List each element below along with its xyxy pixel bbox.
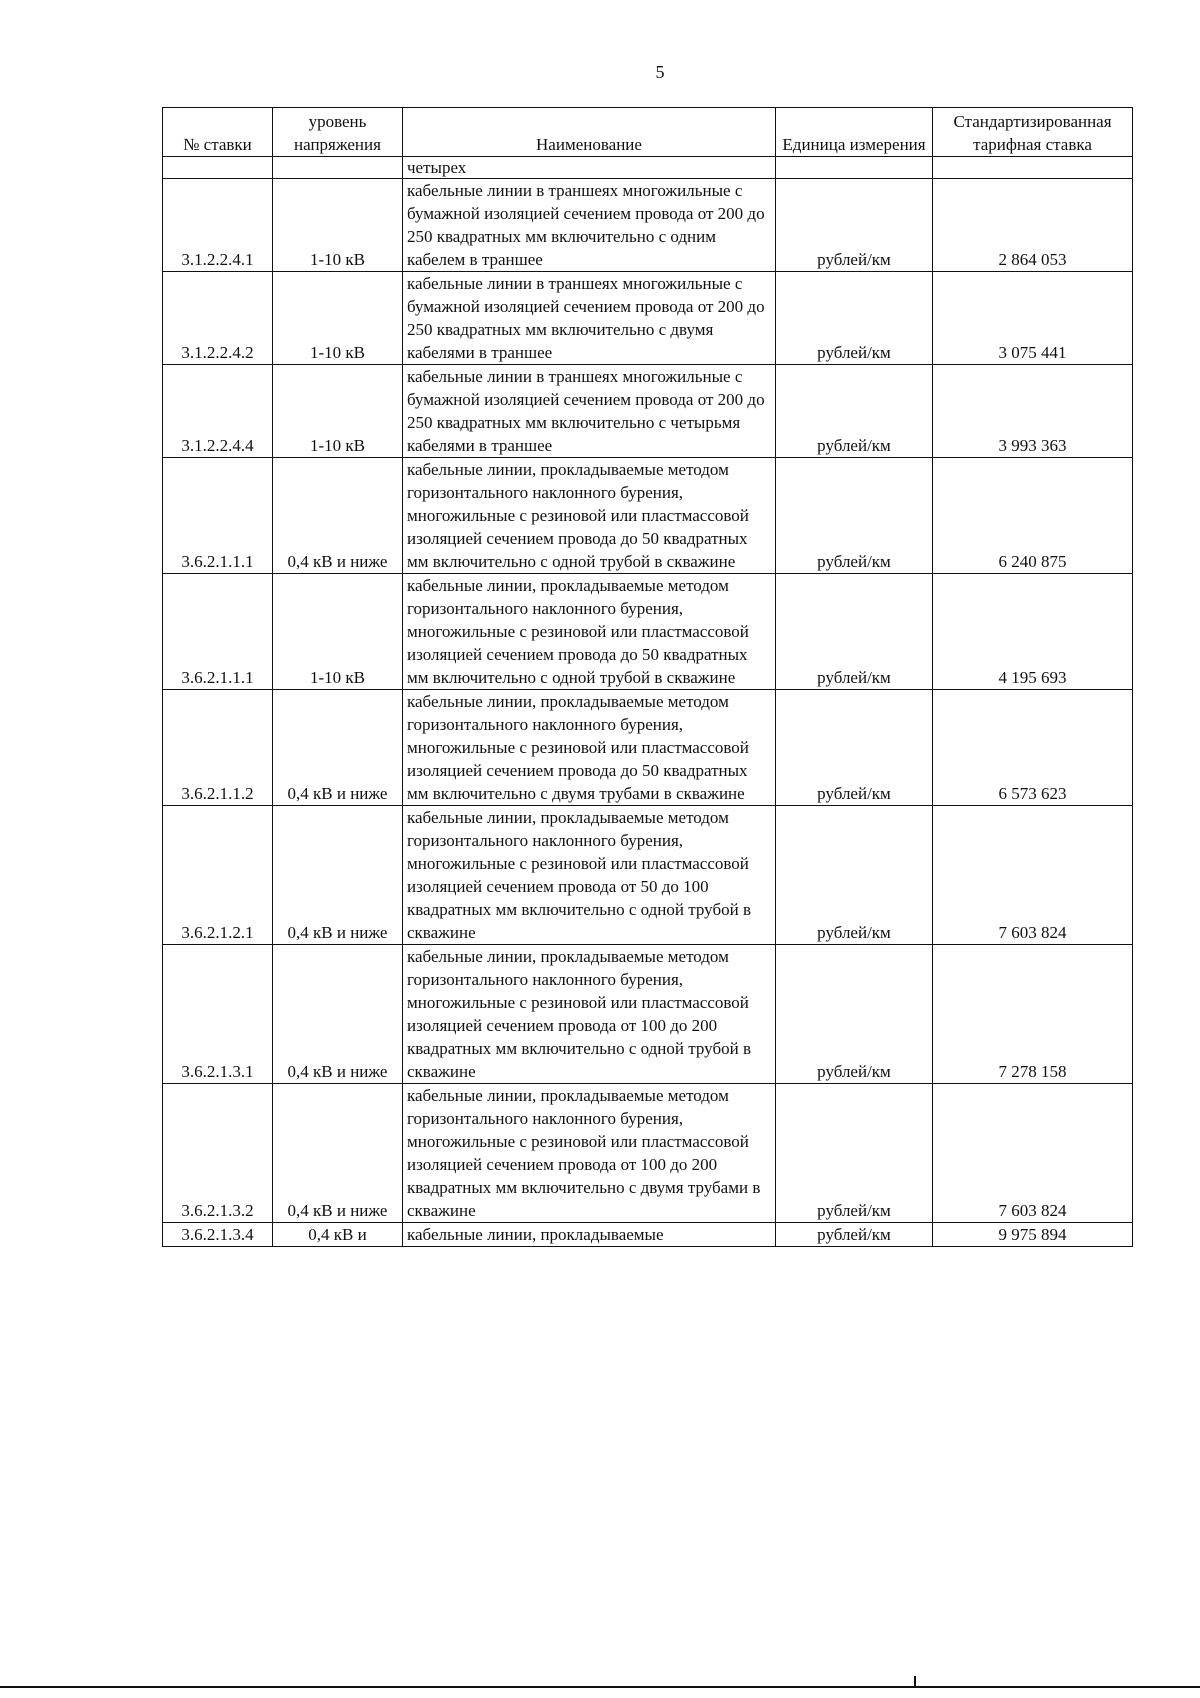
cell-voltage: 1-10 кВ <box>273 272 403 365</box>
cell-rate: 3 075 441 <box>933 272 1133 365</box>
cell-rate: 3 993 363 <box>933 365 1133 458</box>
cell-voltage: 0,4 кВ и ниже <box>273 945 403 1084</box>
cell-rate: 6 240 875 <box>933 458 1133 574</box>
cell-rate: 6 573 623 <box>933 690 1133 806</box>
cell-rate: 9 975 894 <box>933 1223 1133 1247</box>
cell-number: 3.6.2.1.2.1 <box>163 806 273 945</box>
table-row <box>163 179 1133 272</box>
header-rate-number: № ставки <box>163 108 273 157</box>
cell-unit: рублей/км <box>776 1084 933 1223</box>
cell-voltage: 0,4 кВ и ниже <box>273 690 403 806</box>
cell-rate: 7 603 824 <box>933 806 1133 945</box>
cell-unit: рублей/км <box>776 272 933 365</box>
cell-name: кабельные линии, прокладываемые методом горизонтального наклонного бурения, многожильные с резиновой или пластмассовой изоляцией сечением провода от 50 до 100 квадратных мм включительно с одной трубой в скважине <box>403 806 776 945</box>
cell-unit <box>776 157 933 179</box>
cell-voltage: 0,4 кВ и <box>273 1223 403 1247</box>
page-number: 5 <box>655 62 665 82</box>
table-header <box>163 108 1133 157</box>
cell-unit: рублей/км <box>776 365 933 458</box>
bottom-tick-mark <box>914 1676 916 1688</box>
cell-rate: 4 195 693 <box>933 574 1133 690</box>
cell-voltage: 0,4 кВ и ниже <box>273 458 403 574</box>
header-row <box>163 108 1133 157</box>
cell-name: кабельные линии, прокладываемые методом горизонтального наклонного бурения, многожильные с резиновой или пластмассовой изоляцией сечением провода от 100 до 200 квадратных мм включительно с одной трубой в скважине <box>403 945 776 1084</box>
cell-unit: рублей/км <box>776 1223 933 1247</box>
table-row <box>163 1223 1133 1247</box>
cell-rate <box>933 157 1133 179</box>
table-row <box>163 690 1133 806</box>
table-row <box>163 365 1133 458</box>
tariff-rates-table <box>162 107 1133 1247</box>
header-voltage-level: уровень напряжения <box>273 108 403 157</box>
continuation-row <box>163 157 1133 179</box>
cell-rate: 7 278 158 <box>933 945 1133 1084</box>
cell-name: кабельные линии, прокладываемые методом горизонтального наклонного бурения, многожильные с резиновой или пластмассовой изоляцией сечением провода до 50 квадратных мм включительно с одной трубой в скважине <box>403 574 776 690</box>
cell-voltage <box>273 157 403 179</box>
cell-rate: 7 603 824 <box>933 1084 1133 1223</box>
cell-unit: рублей/км <box>776 458 933 574</box>
header-standard-rate: Стандартизированная тарифная ставка <box>933 108 1133 157</box>
table-row <box>163 1084 1133 1223</box>
cell-number: 3.1.2.2.4.1 <box>163 179 273 272</box>
cell-number <box>163 157 273 179</box>
cell-unit: рублей/км <box>776 690 933 806</box>
cell-number: 3.6.2.1.3.2 <box>163 1084 273 1223</box>
cell-number: 3.6.2.1.1.2 <box>163 690 273 806</box>
cell-name: кабельные линии в траншеях многожильные с бумажной изоляцией сечением провода от 200 до 250 квадратных мм включительно с одним кабелем в траншее <box>403 179 776 272</box>
cell-number: 3.1.2.2.4.2 <box>163 272 273 365</box>
cell-voltage: 0,4 кВ и ниже <box>273 806 403 945</box>
cell-voltage: 1-10 кВ <box>273 574 403 690</box>
cell-voltage: 1-10 кВ <box>273 179 403 272</box>
cell-number: 3.6.2.1.1.1 <box>163 458 273 574</box>
cell-unit: рублей/км <box>776 945 933 1084</box>
cell-unit: рублей/км <box>776 574 933 690</box>
table-row <box>163 272 1133 365</box>
cell-voltage: 1-10 кВ <box>273 365 403 458</box>
cell-name: кабельные линии в траншеях многожильные с бумажной изоляцией сечением провода от 200 до 250 квадратных мм включительно с четырьмя кабелями в траншее <box>403 365 776 458</box>
cell-number: 3.1.2.2.4.4 <box>163 365 273 458</box>
bottom-rule <box>0 1686 1200 1688</box>
table-row <box>163 945 1133 1084</box>
cell-rate: 2 864 053 <box>933 179 1133 272</box>
header-unit: Единица измерения <box>776 108 933 157</box>
cell-number: 3.6.2.1.3.4 <box>163 1223 273 1247</box>
cell-name: кабельные линии, прокладываемые <box>403 1223 776 1247</box>
table-row <box>163 574 1133 690</box>
header-name: Наименование <box>403 108 776 157</box>
cell-unit: рублей/км <box>776 806 933 945</box>
cell-voltage: 0,4 кВ и ниже <box>273 1084 403 1223</box>
cell-name: кабельные линии, прокладываемые методом горизонтального наклонного бурения, многожильные с резиновой или пластмассовой изоляцией сечением провода до 50 квадратных мм включительно с одной трубой в скважине <box>403 458 776 574</box>
cell-unit: рублей/км <box>776 179 933 272</box>
cell-number: 3.6.2.1.3.1 <box>163 945 273 1084</box>
cell-name: кабельные линии, прокладываемые методом горизонтального наклонного бурения, многожильные с резиновой или пластмассовой изоляцией сечением провода от 100 до 200 квадратных мм включительно с двумя трубами в скважине <box>403 1084 776 1223</box>
cell-name: четырех <box>403 157 776 179</box>
cell-number: 3.6.2.1.1.1 <box>163 574 273 690</box>
cell-name: кабельные линии в траншеях многожильные с бумажной изоляцией сечением провода от 200 до 250 квадратных мм включительно с двумя кабелями в траншее <box>403 272 776 365</box>
table-body <box>163 157 1133 1247</box>
table-row <box>163 458 1133 574</box>
cell-name: кабельные линии, прокладываемые методом горизонтального наклонного бурения, многожильные с резиновой или пластмассовой изоляцией сечением провода до 50 квадратных мм включительно с двумя трубами в скважине <box>403 690 776 806</box>
table-row <box>163 806 1133 945</box>
